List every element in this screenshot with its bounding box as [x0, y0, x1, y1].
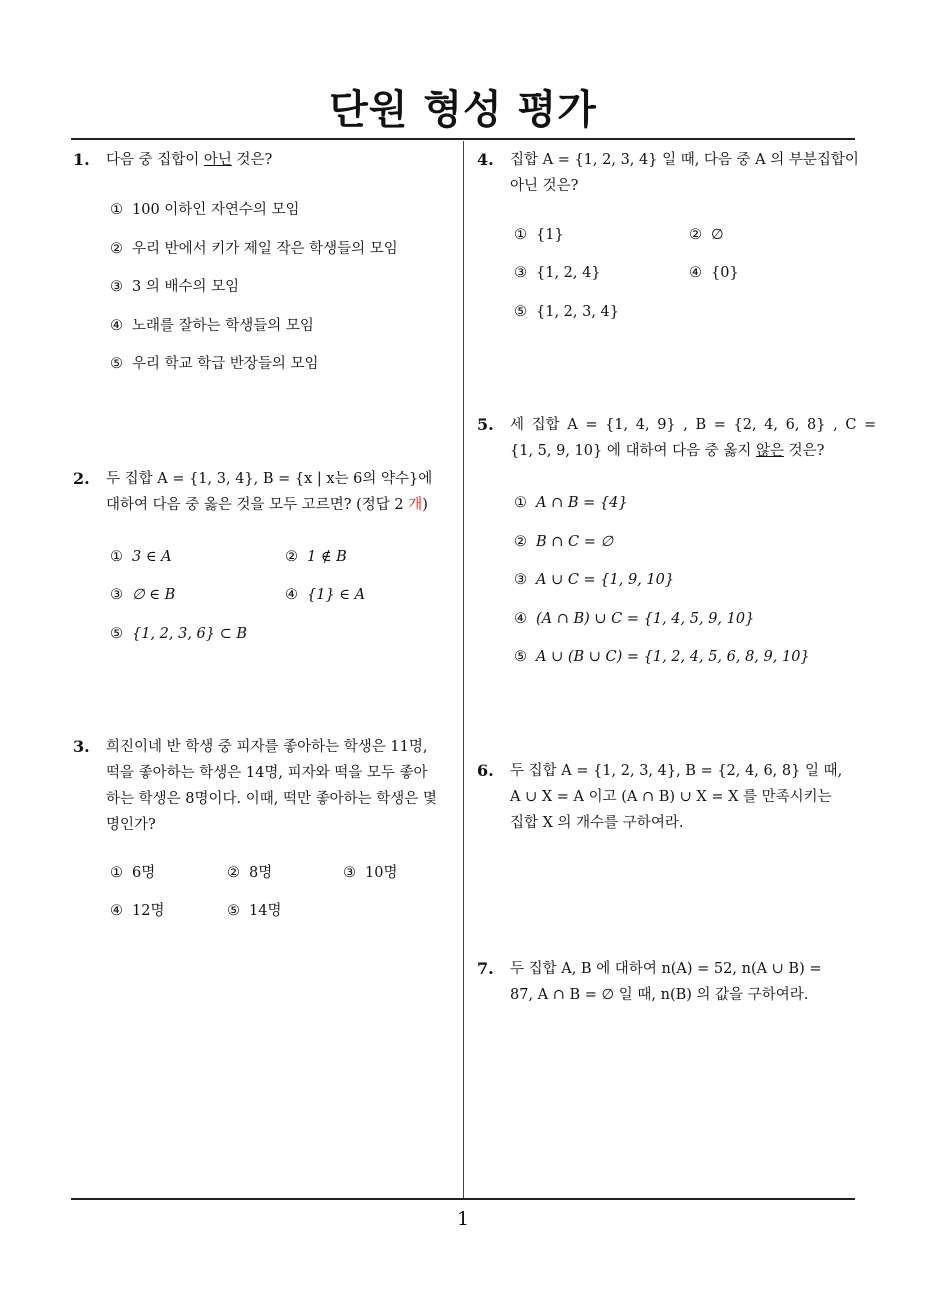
option-2[interactable] — [689, 222, 724, 248]
text-segment: 것은? — [783, 443, 825, 459]
question-text — [510, 956, 857, 1008]
option-text: 12명 — [132, 903, 165, 919]
option-4[interactable] — [285, 582, 365, 608]
option-mark: ② — [285, 549, 298, 565]
question-text — [510, 147, 857, 199]
option-list — [514, 222, 857, 322]
option-mark: ③ — [110, 587, 123, 603]
option-mark: ④ — [285, 587, 298, 603]
option-text: {1} ∈ A — [307, 587, 366, 603]
question-number: 6. — [477, 761, 494, 780]
option-text: 우리 학교 학급 반장들의 모임 — [132, 356, 319, 372]
option-mark: ⑤ — [227, 903, 240, 919]
option-mark: ③ — [514, 572, 527, 588]
option-mark: ① — [514, 227, 527, 243]
option-text: 1 ∉ B — [307, 549, 347, 565]
footer-rule — [71, 1198, 855, 1200]
page-title: 단원 형성 평가 — [329, 87, 597, 133]
option-2[interactable] — [514, 529, 613, 555]
option-text: {1, 2, 3, 6} ⊂ B — [132, 626, 248, 642]
question-number: 1. — [73, 150, 90, 169]
text-line: 희진이네 반 학생 중 피자를 좋아하는 학생은 11명, — [106, 739, 428, 755]
option-mark: ③ — [514, 265, 527, 281]
question-text — [106, 466, 458, 518]
option-text: ∅ — [711, 227, 724, 243]
option-2[interactable] — [227, 860, 272, 886]
text-segment: {1, 5, 9, 10} 에 대하여 다음 중 옳지 — [510, 443, 756, 459]
option-mark: ① — [110, 865, 123, 881]
text-segment: 다음 중 집합이 — [106, 152, 204, 168]
header-rule — [71, 138, 855, 140]
option-text: ∅ ∈ B — [132, 587, 176, 603]
option-mark: ⑤ — [110, 626, 123, 642]
option-list — [110, 860, 458, 920]
option-mark: ⑤ — [110, 356, 123, 372]
question-2 — [73, 466, 458, 644]
text-line — [510, 438, 857, 464]
option-text: 14명 — [249, 903, 282, 919]
option-text: 100 이하인 자연수의 모임 — [132, 202, 300, 218]
option-3[interactable] — [514, 260, 601, 286]
option-text: 3 의 배수의 모임 — [132, 279, 240, 295]
text-line: A ∪ X = A 이고 (A ∩ B) ∪ X = X 를 만족시키는 — [510, 789, 832, 805]
text-line: 떡을 좋아하는 학생은 14명, 피자와 떡을 모두 좋아 — [106, 765, 428, 781]
question-number: 3. — [73, 737, 90, 756]
option-1[interactable] — [110, 197, 300, 223]
highlighted-text: 개 — [408, 497, 423, 513]
option-list — [514, 490, 857, 670]
text-line: 집합 A = {1, 2, 3, 4} 일 때, 다음 중 A 의 부분집합이 — [510, 152, 859, 168]
text-segment: 것은? — [231, 152, 273, 168]
underlined-text: 아닌 — [203, 152, 232, 168]
question-4 — [477, 147, 857, 322]
option-5[interactable] — [514, 299, 619, 325]
question-number: 7. — [477, 959, 494, 978]
option-text: 노래를 잘하는 학생들의 모임 — [132, 318, 314, 334]
option-text: {1} — [536, 227, 564, 243]
option-mark: ② — [514, 534, 527, 550]
question-6 — [477, 758, 857, 836]
option-text: 3 ∈ A — [132, 549, 172, 565]
question-5 — [477, 412, 877, 670]
option-text: 8명 — [249, 865, 273, 881]
text-line — [106, 492, 458, 518]
option-list — [110, 197, 458, 377]
option-mark: ③ — [343, 865, 356, 881]
text-line: 87, A ∩ B = ∅ 일 때, n(B) 의 값을 구하여라. — [510, 987, 809, 1003]
option-text: A ∪ (B ∪ C) = {1, 2, 4, 5, 6, 8, 9, 10} — [536, 649, 810, 665]
underlined-text: 않은 — [755, 443, 784, 459]
question-number: 4. — [477, 150, 494, 169]
option-mark: ① — [110, 549, 123, 565]
text-line: 하는 학생은 8명이다. 이때, 떡만 좋아하는 학생은 몇 — [106, 791, 437, 807]
option-1[interactable] — [514, 222, 564, 248]
option-3[interactable] — [110, 274, 239, 300]
text-line: 두 집합 A = {1, 2, 3, 4}, B = {2, 4, 6, 8} 일 때, — [510, 763, 843, 779]
option-mark: ① — [514, 495, 527, 511]
question-text — [510, 758, 857, 836]
text-line: 집합 X 의 개수를 구하여라. — [510, 815, 684, 831]
option-text: B ∩ C = ∅ — [536, 534, 614, 550]
option-4[interactable] — [514, 606, 754, 632]
option-5[interactable] — [514, 644, 810, 670]
text-line: 두 집합 A = {1, 3, 4}, B = {x | x는 6의 약수}에 — [106, 471, 433, 487]
question-text — [106, 734, 458, 838]
text-line: 명인가? — [106, 817, 156, 833]
text-line: 세 집합 A = {1, 4, 9} , B = {2, 4, 6, 8} , C = — [510, 417, 877, 433]
question-text — [510, 412, 877, 464]
option-1[interactable] — [514, 490, 628, 516]
option-3[interactable] — [343, 860, 397, 886]
option-mark: ③ — [110, 279, 123, 295]
option-mark: ② — [689, 227, 702, 243]
option-text: 우리 반에서 키가 제일 작은 학생들의 모임 — [132, 241, 398, 257]
option-5[interactable] — [110, 351, 319, 377]
text-line: 두 집합 A, B 에 대하여 n(A) = 52, n(A ∪ B) = — [510, 961, 822, 977]
option-text: 6명 — [132, 865, 156, 881]
option-5[interactable] — [227, 898, 281, 924]
option-1[interactable] — [110, 544, 172, 570]
question-3 — [73, 734, 458, 920]
option-4[interactable] — [689, 260, 739, 286]
option-text: 10명 — [365, 865, 398, 881]
option-text: A ∩ B = {4} — [536, 495, 628, 511]
option-3[interactable] — [110, 582, 175, 608]
option-5[interactable] — [110, 621, 247, 647]
option-mark: ④ — [689, 265, 702, 281]
option-mark: ⑤ — [514, 304, 527, 320]
option-text: {0} — [711, 265, 739, 281]
question-number: 2. — [73, 469, 90, 488]
option-3[interactable] — [514, 567, 674, 593]
text-segment: 대하여 다음 중 옳은 것을 모두 고르면? (정답 2 — [106, 497, 409, 513]
text-segment: ) — [422, 497, 428, 513]
option-4[interactable] — [110, 313, 314, 339]
option-mark: ② — [110, 241, 123, 257]
text-line: 아닌 것은? — [510, 178, 579, 194]
option-mark: ④ — [110, 318, 123, 334]
option-text: A ∪ C = {1, 9, 10} — [536, 572, 675, 588]
option-text: (A ∩ B) ∪ C = {1, 4, 5, 9, 10} — [536, 611, 755, 627]
option-text: {1, 2, 3, 4} — [536, 304, 620, 320]
option-mark: ① — [110, 202, 123, 218]
option-text: {1, 2, 4} — [536, 265, 601, 281]
page-number: 1 — [456, 1208, 470, 1230]
option-2[interactable] — [110, 236, 398, 262]
option-2[interactable] — [285, 544, 347, 570]
option-mark: ② — [227, 865, 240, 881]
option-mark: ④ — [110, 903, 123, 919]
option-1[interactable] — [110, 860, 155, 886]
column-divider — [463, 141, 464, 1199]
question-text — [106, 147, 458, 173]
option-4[interactable] — [110, 898, 164, 924]
question-1 — [73, 147, 458, 377]
question-7 — [477, 956, 857, 1008]
option-list — [110, 544, 458, 644]
question-number: 5. — [477, 415, 494, 434]
option-mark: ④ — [514, 611, 527, 627]
option-mark: ⑤ — [514, 649, 527, 665]
